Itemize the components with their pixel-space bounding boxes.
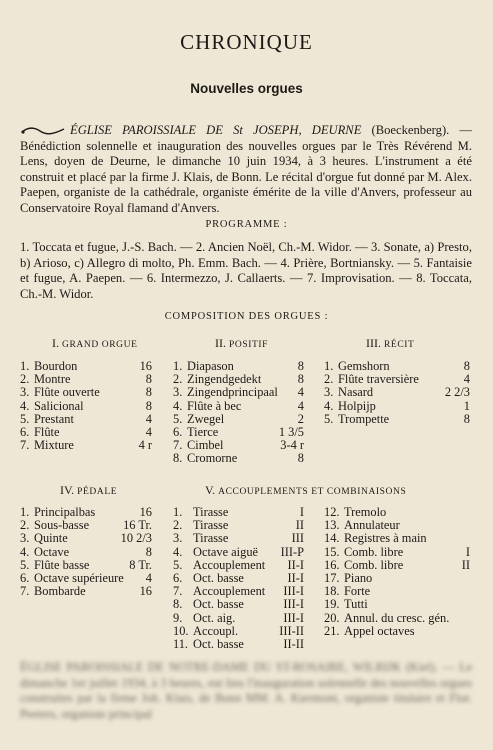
stop-name: Octave [34, 544, 70, 559]
stop-row [324, 612, 470, 625]
stop-number: 9. [173, 610, 183, 625]
stop-value: 8 [145, 385, 152, 400]
stop-row [324, 559, 470, 572]
positif-list [173, 360, 304, 466]
stop-value: 8 [145, 544, 152, 559]
stop-name: Quinte [34, 531, 68, 546]
stop-row [173, 638, 304, 651]
stop-number: 5. [20, 411, 30, 426]
stop-name: Montre [34, 372, 71, 387]
stop-name: Appel octaves [344, 623, 415, 638]
stop-name: Comb. libre [344, 544, 404, 559]
stop-number: 2. [20, 518, 30, 533]
stop-number: 6. [173, 570, 183, 585]
stop-value: II-II [283, 636, 304, 651]
stop-value: III [291, 531, 304, 546]
stop-row [173, 532, 304, 545]
stop-value: I [299, 505, 304, 519]
stop-number: 10. [173, 623, 189, 638]
stop-value: 4 [145, 411, 152, 426]
stop-row [173, 546, 304, 559]
stop-name: Tremolo [344, 505, 387, 519]
stop-number: 3. [20, 531, 30, 546]
stop-name: Bourdon [34, 359, 78, 373]
stop-name: Nasard [338, 385, 374, 400]
stop-value: 8 [297, 372, 304, 387]
stop-value: II [461, 557, 470, 572]
stop-name: Cimbel [187, 438, 224, 453]
stop-row [324, 413, 470, 426]
stop-value: 2 [297, 411, 304, 426]
stop-number: 12. [324, 505, 340, 519]
stop-name: Prestant [34, 411, 74, 426]
stop-row [173, 625, 304, 638]
stop-number: 6. [20, 424, 30, 439]
stop-name: Oct. basse [193, 636, 244, 651]
division-2-heading: II. POSITIF [215, 336, 269, 350]
stop-value: 4 [463, 372, 470, 387]
stop-value: 4 [297, 398, 304, 413]
accouplements-list [173, 506, 304, 651]
stop-row [20, 559, 152, 572]
stop-value: 8 [145, 398, 152, 413]
stop-value: 16 [139, 584, 152, 599]
stop-number: 4. [324, 398, 334, 413]
stop-number: 8. [173, 451, 183, 466]
stop-row [20, 439, 152, 452]
stop-name: Trompette [338, 411, 390, 426]
stop-value: 10 2/3 [120, 531, 152, 546]
stop-name: Accouplement [193, 584, 266, 599]
stop-value: 16 [139, 359, 152, 373]
stop-number: 7. [173, 438, 183, 453]
stop-number: 4. [173, 544, 183, 559]
stop-number: 3. [20, 385, 30, 400]
programme-text: 1. Toccata et fugue, J.-S. Bach. — 2. Ancien Noël, Ch.-M. Widor. — 3. Sonate, a) Presto, b) Arioso, c) Allegro di molto, Ph. Emm. Bach. — 4. Prière, Bortniansky. — 5. Fantaisie et fugue, A. Paepen. — 6. Intermezzo, J. Callaerts. — 7. Improvisation. — 8. Toccata, Ch.-M. Widor. [20, 240, 472, 301]
stop-number: 4. [20, 544, 30, 559]
stop-name: Tutti [344, 597, 368, 612]
stop-number: 21. [324, 623, 340, 638]
stop-name: Annulateur [344, 518, 400, 533]
stop-row [20, 585, 152, 598]
stop-number: 1. [20, 359, 30, 373]
stop-number: 5. [173, 411, 183, 426]
stop-number: 7. [173, 584, 183, 599]
stop-row [173, 386, 304, 399]
stop-number: 15. [324, 544, 340, 559]
intro-text: (Boeckenberg). — Bénédiction solennelle et inauguration des nouvelles orgues par le Très Révérend M. Lens, doyen de Deurne, le dimanche 10 juin 1934, à 3 heures. L'instrument a été construit et placé par la firme J. Klais, de Bonn. Le récital d'orgue fut donné par M. Alex. Paepen, organiste de la cathédrale, organiste émérite de la ville d'Anvers, professeur au Conservatoire Royal flamand d'Anvers. [20, 123, 473, 215]
stop-row [173, 400, 304, 413]
stop-value: III-P [280, 544, 304, 559]
stop-name: Diapason [187, 359, 234, 373]
stop-row [173, 413, 304, 426]
stop-value: 8 [463, 359, 470, 373]
stop-number: 5. [20, 557, 30, 572]
stop-row [20, 532, 152, 545]
stop-value: I [465, 544, 470, 559]
stop-name: Flûte [34, 424, 60, 439]
pedale-list [20, 506, 152, 598]
division-4-heading: IV. PÉDALE [60, 483, 118, 497]
stop-value: II-I [287, 570, 304, 585]
stop-name: Salicional [34, 398, 84, 413]
stop-number: 3. [173, 385, 183, 400]
stop-row [324, 598, 470, 611]
stop-name: Tirasse [193, 518, 229, 533]
recit-list [324, 360, 470, 426]
stop-number: 5. [173, 557, 183, 572]
stop-name: Zwegel [187, 411, 225, 426]
stop-value: 4 [145, 570, 152, 585]
stop-value: 1 3/5 [278, 424, 304, 439]
stop-number: 18. [324, 584, 340, 599]
stop-name: Principalbas [34, 505, 96, 519]
stop-value: III-I [283, 597, 304, 612]
stop-value: 8 [463, 411, 470, 426]
stop-value: 2 2/3 [444, 385, 470, 400]
stop-name: Octave aiguë [193, 544, 259, 559]
stop-row [324, 400, 470, 413]
stop-value: 4 [145, 424, 152, 439]
stop-number: 13. [324, 518, 340, 533]
stop-value: 4 [297, 385, 304, 400]
stop-name: Tirasse [193, 531, 229, 546]
stop-number: 6. [173, 424, 183, 439]
stop-row [324, 386, 470, 399]
stop-name: Sous-basse [34, 518, 90, 533]
stop-number: 7. [20, 584, 30, 599]
stop-row [20, 546, 152, 559]
stop-number: 11. [173, 636, 189, 651]
stop-number: 14. [324, 531, 340, 546]
stop-value: 3-4 r [280, 438, 304, 453]
stop-value: 8 [145, 372, 152, 387]
stop-number: 19. [324, 597, 340, 612]
stop-number: 3. [173, 531, 183, 546]
stop-value: II-I [287, 557, 304, 572]
stop-value: III-I [283, 584, 304, 599]
stop-number: 2. [324, 372, 334, 387]
stop-value: 1 [463, 398, 470, 413]
church-name: ÉGLISE PAROISSIALE DE St JOSEPH, DEURNE [70, 123, 362, 137]
stop-name: Flûte basse [34, 557, 90, 572]
ornament-icon [20, 123, 70, 139]
stop-row [173, 612, 304, 625]
stop-name: Gemshorn [338, 359, 390, 373]
grand-orgue-list [20, 360, 152, 452]
stop-row [173, 598, 304, 611]
division-3-heading: III. RÉCIT [366, 336, 415, 350]
stop-name: Oct. basse [193, 570, 244, 585]
division-1-heading: I. GRAND ORGUE [52, 336, 138, 350]
stop-number: 2. [20, 372, 30, 387]
blurred-paragraph: ÉGLISE PAROISSIALE DE NOTRE-DAME DU ST-ROSAIRE, WILRIJK (Kiel). — Le dimanche 1er juillet 1934, à 3 heures, eut lieu l'inauguration solennelle des nouvelles orgues construites par la firme Joh. Klais, de Bonn MM. A. Kiermont, organiste titulaire et Flor. Peeters, organiste principal [20, 660, 472, 721]
stop-number: 16. [324, 557, 340, 572]
stop-name: Holpijp [338, 398, 376, 413]
stop-number: 6. [20, 570, 30, 585]
stop-number: 17. [324, 570, 340, 585]
stop-row [324, 625, 470, 638]
stop-name: Bombarde [34, 584, 86, 599]
stop-row [173, 559, 304, 572]
page-title: CHRONIQUE [180, 30, 313, 54]
stop-value: 8 [297, 359, 304, 373]
stop-name: Oct. aig. [193, 610, 236, 625]
stop-name: Registres à main [344, 531, 427, 546]
combinaisons-list [324, 506, 470, 638]
stop-name: Zingendprincipaal [187, 385, 278, 400]
stop-value: 16 Tr. [123, 518, 152, 533]
stop-number: 2. [173, 518, 183, 533]
stop-value: 8 Tr. [129, 557, 152, 572]
stop-value: II [295, 518, 304, 533]
stop-number: 1. [173, 505, 183, 519]
stop-name: Flûte traversière [338, 372, 419, 387]
division-5-heading: V. ACCOUPLEMENTS ET COMBINAISONS [205, 483, 407, 497]
stop-row [324, 532, 470, 545]
stop-name: Zingendgedekt [187, 372, 262, 387]
stop-row [173, 452, 304, 465]
stop-name: Annul. du cresc. gén. [344, 610, 450, 625]
stop-name: Tirasse [193, 505, 229, 519]
stop-name: Piano [344, 570, 373, 585]
section-subtitle: Nouvelles orgues [190, 81, 303, 96]
stop-name: Comb. libre [344, 557, 404, 572]
stop-row [324, 546, 470, 559]
stop-number: 3. [324, 385, 334, 400]
stop-number: 7. [20, 438, 30, 453]
stop-number: 20. [324, 610, 340, 625]
stop-number: 1. [20, 505, 30, 519]
stop-row [20, 400, 152, 413]
stop-row [20, 386, 152, 399]
stop-value: III-II [279, 623, 304, 638]
stop-number: 8. [173, 597, 183, 612]
stop-row [20, 413, 152, 426]
stop-name: Tierce [187, 424, 219, 439]
programme-heading: PROGRAMME : [205, 219, 288, 230]
stop-value: 16 [139, 505, 152, 519]
stop-number: 1. [173, 359, 183, 373]
stop-name: Forte [344, 584, 371, 599]
stop-name: Oct. basse [193, 597, 244, 612]
stop-name: Mixture [34, 438, 74, 453]
stop-number: 5. [324, 411, 334, 426]
stop-name: Octave supérieure [34, 570, 124, 585]
stop-name: Flûte à bec [187, 398, 242, 413]
stop-value: 4 r [138, 438, 152, 453]
stop-number: 2. [173, 372, 183, 387]
stop-name: Accoupl. [193, 623, 239, 638]
stop-number: 4. [173, 398, 183, 413]
stop-name: Accouplement [193, 557, 266, 572]
intro-paragraph [20, 123, 472, 217]
stop-name: Cromorne [187, 451, 238, 466]
stop-number: 4. [20, 398, 30, 413]
stop-value: III-I [283, 610, 304, 625]
composition-heading: COMPOSITION DES ORGUES : [164, 311, 329, 322]
stop-number: 1. [324, 359, 334, 373]
stop-name: Flûte ouverte [34, 385, 100, 400]
stop-value: 8 [297, 451, 304, 466]
